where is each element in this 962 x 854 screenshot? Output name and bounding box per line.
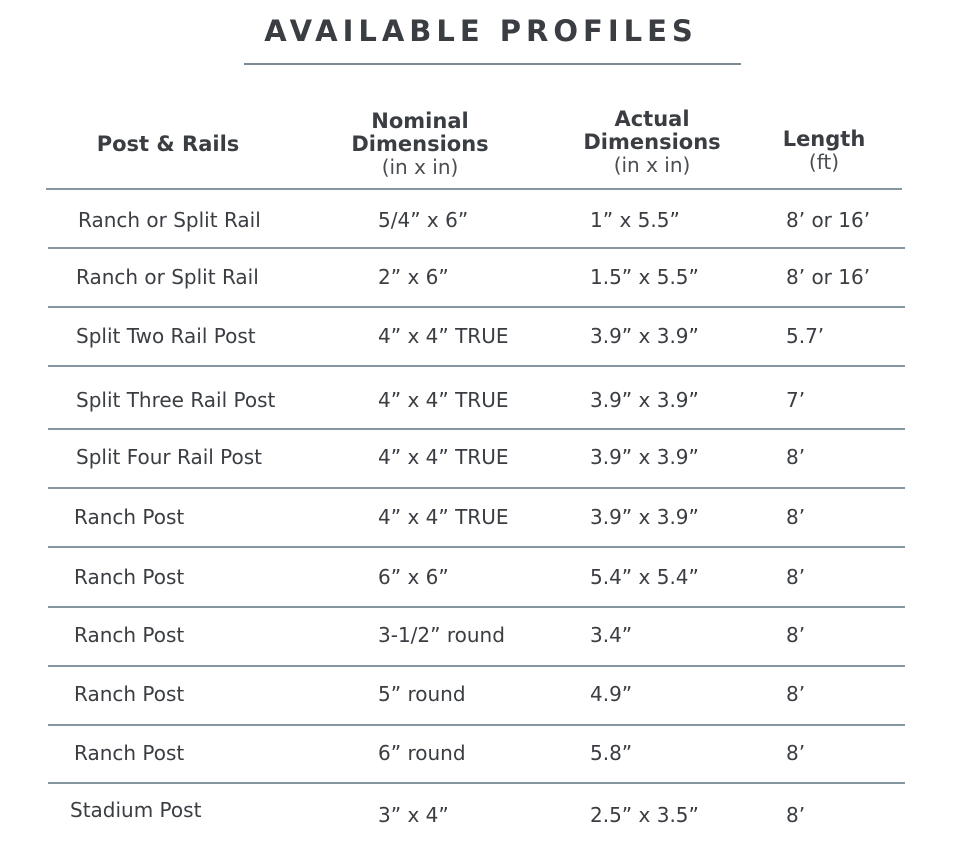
- cell-nominal: 3-1/2” round: [378, 623, 505, 647]
- cell-length: 8’ or 16’: [786, 208, 871, 232]
- row-divider: [48, 247, 905, 249]
- cell-post-rails: Ranch or Split Rail: [76, 265, 259, 289]
- cell-length: 8’: [786, 741, 806, 765]
- header-actual-unit: (in x in): [613, 153, 691, 177]
- cell-post-rails: Ranch or Split Rail: [78, 208, 261, 232]
- title-underline: [244, 63, 741, 65]
- cell-actual: 3.9” x 3.9”: [590, 445, 699, 469]
- cell-nominal: 4” x 4” TRUE: [378, 324, 509, 348]
- cell-actual: 2.5” x 3.5”: [590, 803, 699, 827]
- header-nominal-label-2: Dimensions: [351, 132, 489, 156]
- header-length-unit: (ft): [808, 150, 840, 174]
- cell-nominal: 3” x 4”: [378, 803, 449, 827]
- header-nominal-label: Nominal: [371, 109, 469, 133]
- page-title: AVAILABLE PROFILES: [264, 14, 698, 48]
- cell-actual: 3.4”: [590, 623, 633, 647]
- cell-length: 5.7’: [786, 324, 825, 348]
- cell-nominal: 4” x 4” TRUE: [378, 445, 509, 469]
- cell-post-rails: Split Three Rail Post: [76, 388, 276, 412]
- cell-length: 8’: [786, 623, 806, 647]
- cell-length: 8’: [786, 682, 806, 706]
- header-post-rails: [88, 133, 248, 156]
- cell-actual: 1” x 5.5”: [590, 208, 680, 232]
- cell-post-rails: Ranch Post: [74, 741, 185, 765]
- cell-nominal: 2” x 6”: [378, 265, 449, 289]
- header-nominal: [330, 110, 510, 179]
- cell-nominal: 4” x 4” TRUE: [378, 505, 509, 529]
- header-actual: [562, 108, 742, 177]
- row-divider: [48, 606, 905, 608]
- cell-length: 8’: [786, 803, 806, 827]
- cell-actual: 3.9” x 3.9”: [590, 505, 699, 529]
- header-length: [764, 128, 884, 174]
- cell-post-rails: Ranch Post: [74, 505, 185, 529]
- header-actual-label-2: Dimensions: [583, 130, 721, 154]
- cell-nominal: 4” x 4” TRUE: [378, 388, 509, 412]
- header-actual-label: Actual: [614, 107, 690, 131]
- header-divider: [46, 188, 902, 190]
- header-post-rails-label: Post & Rails: [96, 132, 240, 156]
- cell-actual: 5.4” x 5.4”: [590, 565, 699, 589]
- cell-length: 8’: [786, 445, 806, 469]
- cell-post-rails: Split Four Rail Post: [76, 445, 263, 469]
- cell-post-rails: Ranch Post: [74, 565, 185, 589]
- cell-actual: 4.9”: [590, 682, 633, 706]
- row-divider: [48, 546, 905, 548]
- cell-nominal: 6” round: [378, 741, 466, 765]
- row-divider: [48, 724, 905, 726]
- cell-actual: 3.9” x 3.9”: [590, 324, 699, 348]
- header-length-label: Length: [782, 127, 866, 151]
- cell-length: 8’ or 16’: [786, 265, 871, 289]
- row-divider: [48, 487, 905, 489]
- cell-actual: 3.9” x 3.9”: [590, 388, 699, 412]
- cell-actual: 1.5” x 5.5”: [590, 265, 699, 289]
- cell-post-rails: Ranch Post: [74, 623, 185, 647]
- row-divider: [48, 365, 905, 367]
- cell-post-rails: Stadium Post: [70, 798, 202, 822]
- row-divider: [48, 306, 905, 308]
- cell-length: 8’: [786, 505, 806, 529]
- cell-actual: 5.8”: [590, 741, 633, 765]
- row-divider: [48, 782, 905, 784]
- row-divider: [48, 665, 905, 667]
- cell-length: 7’: [786, 388, 806, 412]
- row-divider: [48, 428, 905, 430]
- header-nominal-unit: (in x in): [381, 155, 459, 179]
- cell-length: 8’: [786, 565, 806, 589]
- cell-nominal: 6” x 6”: [378, 565, 449, 589]
- cell-nominal: 5/4” x 6”: [378, 208, 469, 232]
- cell-post-rails: Ranch Post: [74, 682, 185, 706]
- cell-nominal: 5” round: [378, 682, 466, 706]
- cell-post-rails: Split Two Rail Post: [76, 324, 256, 348]
